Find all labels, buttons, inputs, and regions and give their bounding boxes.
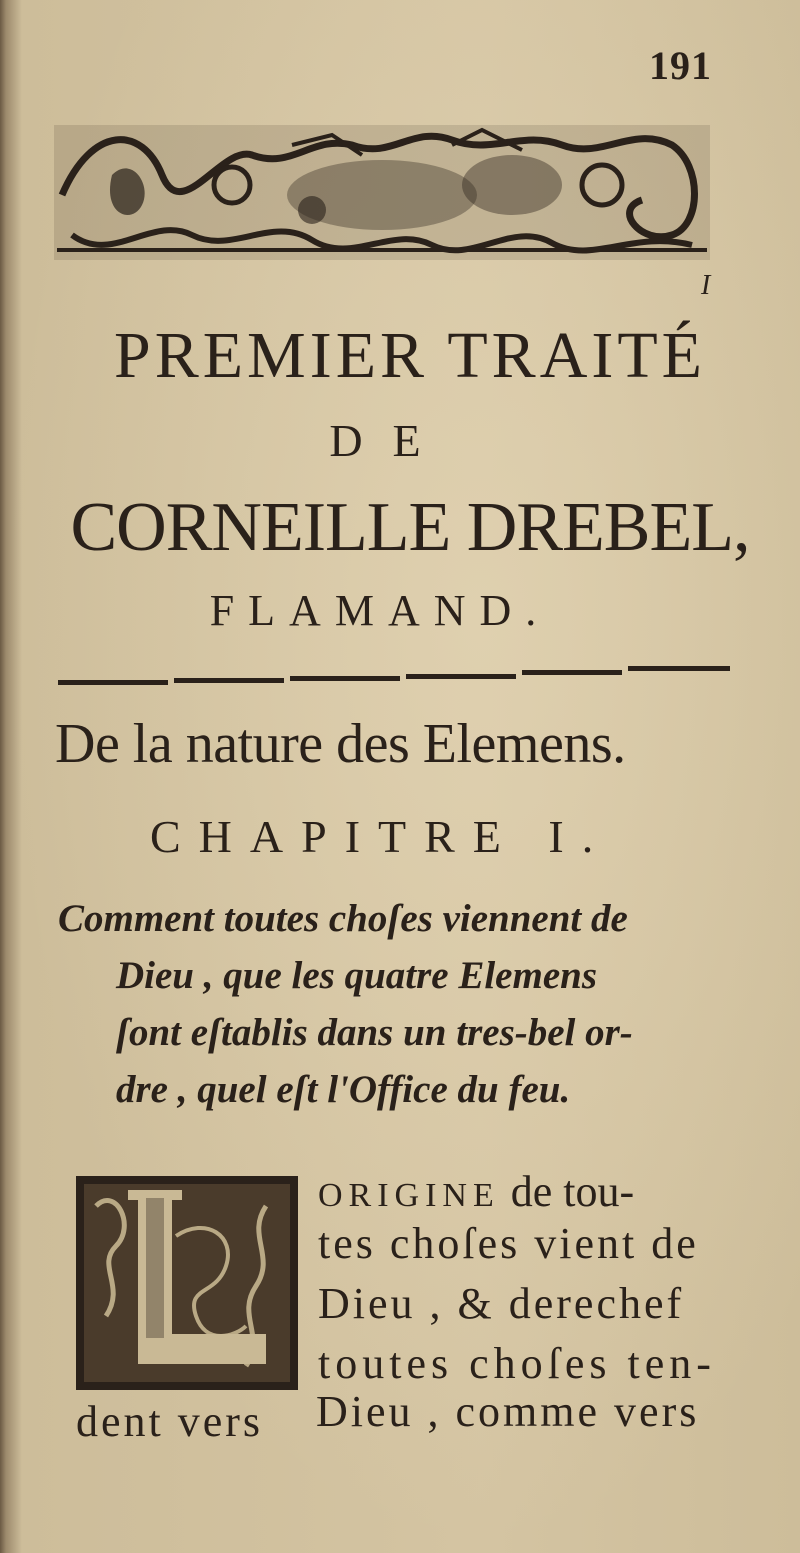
title-line-4: FLAMAND.: [209, 586, 551, 635]
summary-line: dre , quel eſt l'Office du feu.: [116, 1068, 571, 1111]
summary-line: ſont eſtablis dans un tres-bel or-: [116, 1011, 633, 1054]
body-line: [318, 1166, 634, 1217]
page-number: 191: [649, 43, 712, 88]
chapter-heading: CHAPITRE I.: [150, 811, 612, 862]
title-line-1: PREMIER TRAITÉ: [114, 319, 706, 392]
summary-line: Comment toutes choſes viennent de: [58, 897, 628, 940]
body-line: toutes choſes ten-: [318, 1339, 716, 1388]
body-line: tes choſes vient de: [318, 1219, 699, 1268]
body-line-1-rest: de tou-: [499, 1167, 635, 1216]
title-line-2: DE: [329, 415, 451, 466]
body-line: Dieu , comme vers: [316, 1387, 700, 1436]
body-line: Dieu , & derechef: [318, 1279, 685, 1328]
body-smallcaps: ORIGINE: [318, 1177, 500, 1214]
summary-line: Dieu , que les quatre Elemens: [116, 954, 598, 997]
title-line-3: CORNEILLE DREBEL,: [70, 489, 750, 566]
section-title: De la nature des Elemens.: [55, 713, 626, 775]
drop-cap-initial: [76, 1176, 298, 1390]
chapter-summary: [58, 890, 758, 1118]
signature-mark: I: [701, 270, 711, 301]
woodcut-headpiece-ornament: [52, 115, 712, 275]
body-line: dent vers: [76, 1397, 264, 1446]
decorative-rule: [58, 662, 730, 686]
